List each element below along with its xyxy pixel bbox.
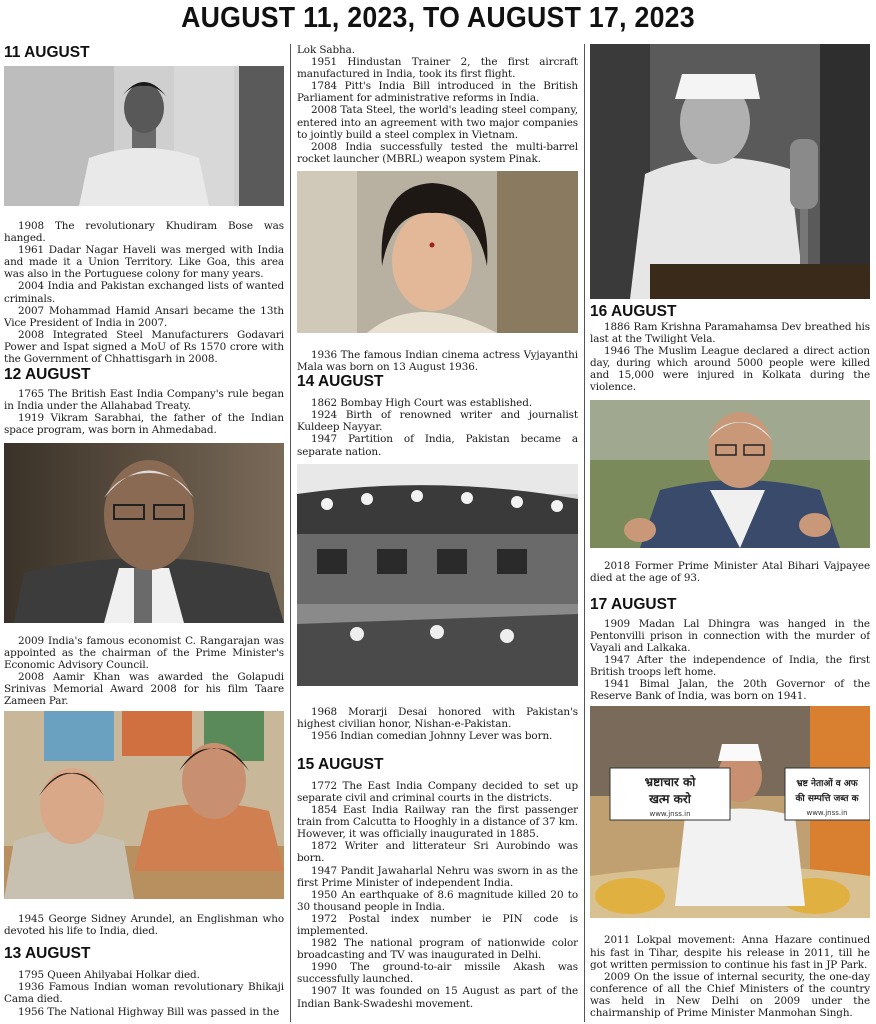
photo-partition-train xyxy=(297,464,578,686)
section-title-17-august: 17 AUGUST xyxy=(590,595,677,613)
entries-17-august-b xyxy=(590,934,870,1019)
photo-taare-zameen-par xyxy=(4,711,284,899)
entry: 1947 Partition of India, Pakistan became a separate nation. xyxy=(297,433,578,458)
sign-right-line2: की सम्पत्ति जब्त क xyxy=(795,794,859,805)
photo-vyjayanthi-mala xyxy=(297,171,578,333)
entries-14-august-a xyxy=(297,397,578,457)
entry: 1936 The famous Indian cinema actress Vyjayanthi Mala was born on 13 August 1936. xyxy=(297,348,578,374)
section-title-12-august: 12 AUGUST xyxy=(4,366,91,384)
entry: 1862 Bombay High Court was established. xyxy=(311,397,532,410)
entry: 1909 Madan Lal Dhingra was hanged in the Pentonvilli prison in connection with the murder of Vayali and Lalkaka. xyxy=(590,617,870,654)
entry: 2011 Lokpal movement: Anna Hazare continued his fast in Tihar, despite his release in 2011, till he got written permission to continue his fast in JP Park. xyxy=(590,934,870,971)
column-2 xyxy=(297,44,578,1022)
column-divider xyxy=(290,44,291,1022)
column-1 xyxy=(4,44,284,1022)
entry: 1795 Queen Ahilyabai Holkar died. xyxy=(18,969,200,982)
sign-right-line1: भ्रष्ट नेताओं व अफ xyxy=(796,779,858,790)
entry: 1854 East India Railway ran the first passenger train from Calcutta to Hooghly in a distance of 37 km. However, it was officially inaugurated in 1885. xyxy=(297,804,578,841)
column-divider xyxy=(584,44,585,1022)
entry: 2009 India's famous economist C. Rangarajan was appointed as the chairman of the Prime Minister's Economic Advisory Council. xyxy=(4,634,284,671)
entry: 1784 Pitt's India Bill introduced in the British Parliament for administrative reforms in India. xyxy=(297,80,578,105)
entries-16-august-a xyxy=(590,321,870,394)
photo-anna-hazare-protest xyxy=(590,706,870,918)
entry: 1956 Indian comedian Johnny Lever was born. xyxy=(311,729,553,742)
entry: 1919 Vikram Sarabhai, the father of the Indian space program, was born in Ahmedabad. xyxy=(4,412,284,437)
section-title-11-august: 11 AUGUST xyxy=(4,44,90,61)
entry: 2009 On the issue of internal security, the one-day conference of all the Chief Ministers of the country was held in New Delhi on 2009 under the chairmanship of Prime Minister Manmohan Singh. xyxy=(590,970,870,1019)
entry: Lok Sabha. xyxy=(297,44,355,56)
entry: 1972 Postal index number ie PIN code is implemented. xyxy=(297,912,578,937)
entry: 2007 Mohammad Hamid Ansari became the 13th Vice President of India in 2007. xyxy=(4,304,284,329)
entry: 1772 The East India Company decided to set up separate civil and criminal courts in the districts. xyxy=(297,779,578,804)
photo-khudiram-bose xyxy=(4,66,284,206)
entry: 1872 Writer and litterateur Sri Aurobindo was born. xyxy=(297,840,578,865)
sign-left-line1: भ्रष्टाचार को xyxy=(644,775,696,790)
entry: 1924 Birth of renowned writer and journalist Kuldeep Nayyar. xyxy=(297,409,578,434)
entry: 2008 Integrated Steel Manufacturers Godavari Power and Ispat signed a MoU of Rs 1570 crore with the Government of Chhattisgarh in 2008. xyxy=(4,328,284,366)
entry: 1968 Morarji Desai honored with Pakistan's highest civilian honor, Nishan-e-Pakistan. xyxy=(297,705,578,730)
section-title-16-august: 16 AUGUST xyxy=(590,303,677,320)
sign-right-web: www.jnss.in xyxy=(806,809,848,818)
entry: 2008 Tata Steel, the world's leading steel company, entered into an agreement with two major companies to jointly build a steel complex in Vietnam. xyxy=(297,104,578,141)
entries-17-august-a xyxy=(590,618,870,703)
entry: 1961 Dadar Nagar Haveli was merged with India and made it a Union Territory. Like Goa, this area was also in the Portuguese colony for many years. xyxy=(4,244,284,281)
sign-left-line2: खत्म करो xyxy=(649,792,691,807)
photo-jawaharlal-nehru xyxy=(590,44,870,299)
entries-12-august-a xyxy=(4,388,284,436)
photo-atal-bihari-vajpayee xyxy=(590,400,870,548)
sign-left-web: www.jnss.in xyxy=(649,810,691,819)
entry: 1886 Ram Krishna Paramahamsa Dev breathed his last at the Twilight Vela. xyxy=(590,321,870,346)
entry: 1908 The revolutionary Khudiram Bose was hanged. xyxy=(4,220,284,245)
entries-13-august-c xyxy=(297,349,578,373)
entry: 1907 It was founded on 15 August as part of the Indian Bank-Swadeshi movement. xyxy=(297,985,578,1010)
section-title-14-august: 14 AUGUST xyxy=(297,373,384,391)
entry: 1990 The ground-to-air missile Akash was successfully launched. xyxy=(297,961,578,986)
entries-16-august-b xyxy=(590,560,870,584)
entry: 2004 India and Pakistan exchanged lists of wanted criminals. xyxy=(4,280,284,305)
entries-13-august-a xyxy=(4,969,284,1017)
entries-15-august xyxy=(297,780,578,1010)
entry: 1950 An earthquake of 8.6 magnitude killed 20 to 30 thousand people in India. xyxy=(297,888,578,913)
entries-12-august-c xyxy=(4,913,284,937)
entry: 2018 Former Prime Minister Atal Bihari Vajpayee died at the age of 93. xyxy=(590,559,870,584)
entry: 1956 The National Highway Bill was passed in the xyxy=(18,1005,280,1018)
entry: 1946 The Muslim League declared a direct action day, during which around 5000 people were killed and 15,000 were injured in Kolkata during the violence. xyxy=(590,345,870,394)
entry: 1941 Bimal Jalan, the 20th Governor of the Reserve Bank of India, was born on 1941. xyxy=(590,678,870,703)
entry: 1765 The British East India Company's rule began in India under the Allahabad Treaty. xyxy=(4,388,284,413)
entries-14-august-b xyxy=(297,706,578,742)
entry: 1951 Hindustan Trainer 2, the first aircraft manufactured in India, took its first flight. xyxy=(297,56,578,81)
entries-11-august xyxy=(4,220,284,365)
entry: 2008 Aamir Khan was awarded the Golapudi Srinivas Memorial Award 2008 for his film Taare Zameen Par. xyxy=(4,670,284,707)
entries-13-august-b xyxy=(297,44,578,165)
entry: 1936 Famous Indian woman revolutionary Bhikaji Cama died. xyxy=(4,981,284,1006)
entries-12-august-b xyxy=(4,635,284,708)
section-title-13-august: 13 AUGUST xyxy=(4,945,91,963)
entry: 2008 India successfully tested the multi-barrel rocket launcher (MBRL) weapon system Pinak. xyxy=(297,140,578,165)
column-3 xyxy=(590,44,870,1022)
entry: 1982 The national program of nationwide color broadcasting and TV was inaugurated in Delhi. xyxy=(297,937,578,962)
section-title-15-august: 15 AUGUST xyxy=(297,755,384,773)
entry: 1947 After the independence of India, the first British troops left home. xyxy=(590,654,870,679)
page-headline: AUGUST 11, 2023, TO AUGUST 17, 2023 xyxy=(181,2,695,34)
entry: 1945 George Sidney Arundel, an Englishman who devoted his life to India, died. xyxy=(4,913,284,938)
photo-c-rangarajan xyxy=(4,443,284,623)
entry: 1947 Pandit Jawaharlal Nehru was sworn in as the first Prime Minister of independent India. xyxy=(297,864,578,889)
